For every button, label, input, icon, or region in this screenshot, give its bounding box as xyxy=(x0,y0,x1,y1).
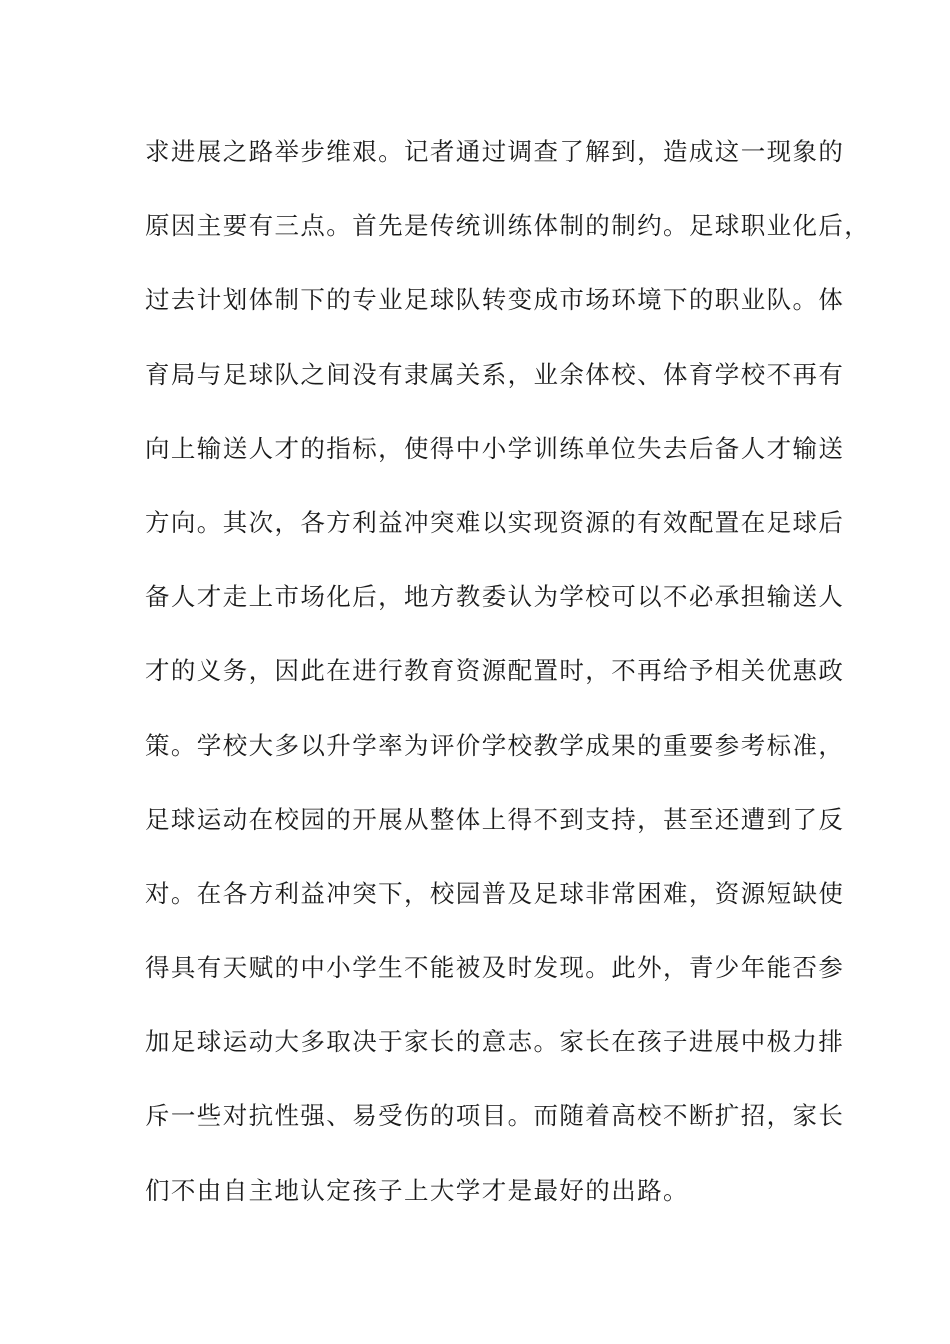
text-line-12: 得具有天赋的中小学生不能被及时发现。此外，青少年能否参 xyxy=(145,953,845,983)
text-line-14: 斥一些对抗性强、易受伤的项目。而随着高校不断扩招，家长 xyxy=(145,1101,845,1131)
text-line-11: 对。在各方利益冲突下，校园普及足球非常困难，资源短缺使 xyxy=(145,878,845,908)
text-line-3: 过去计划体制下的专业足球队转变成市场环境下的职业队。体 xyxy=(145,285,845,315)
text-line-6: 方向。其次，各方利益冲突难以实现资源的有效配置在足球后 xyxy=(145,507,845,537)
text-line-7: 备人才走上市场化后，地方教委认为学校可以不必承担输送人 xyxy=(145,582,845,612)
text-line-15: 们不由自主地认定孩子上大学才是最好的出路。 xyxy=(145,1175,689,1205)
text-line-4: 育局与足球队之间没有隶属关系，业余体校、体育学校不再有 xyxy=(145,359,845,389)
text-line-5: 向上输送人才的指标，使得中小学训练单位失去后备人才输送 xyxy=(145,433,845,463)
text-line-10: 足球运动在校园的开展从整体上得不到支持，甚至还遭到了反 xyxy=(145,804,845,834)
body-paragraph xyxy=(145,126,871,1239)
text-line-1: 求进展之路举步维艰。记者通过调查了解到，造成这一现象的 xyxy=(145,137,845,166)
text-line-2: 原因主要有三点。首先是传统训练体制的制约。足球职业化后， xyxy=(145,211,871,241)
text-line-13: 加足球运动大多取决于家长的意志。家长在孩子进展中极力排 xyxy=(145,1027,845,1057)
text-line-9: 策。学校大多以升学率为评价学校教学成果的重要参考标准， xyxy=(145,730,845,760)
text-line-8: 才的义务，因此在进行教育资源配置时，不再给予相关优惠政 xyxy=(145,656,845,686)
